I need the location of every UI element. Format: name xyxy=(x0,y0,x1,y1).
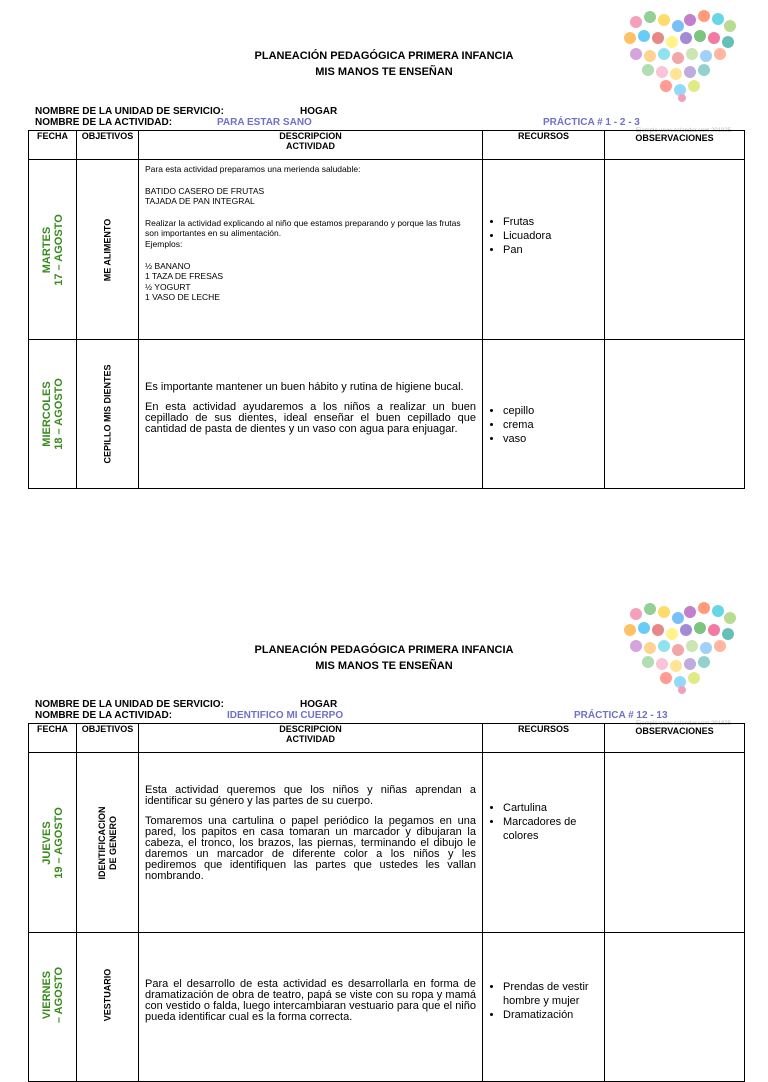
description-cell: Esta actividad queremos que los niños y niñas aprendan a identificar su género y las partes de su cuerpo. Tomaremos una cartulina o papel periódico la pegamos en una pared, los papitos en casa tomaran un marcador y dibujaran la cabeza, el tronco, los brazos, las piernas, terminando el dibujo le daremos un marcador de diferente color a los niños y les pediremos que identifiquen las partes que ustedes les vallan nombrando. xyxy=(139,753,483,933)
header-objetivos: OBJETIVOS xyxy=(77,131,139,160)
planning-table xyxy=(28,130,745,489)
unidad-label: NOMBRE DE LA UNIDAD DE SERVICIO: xyxy=(35,699,224,710)
header-descripcion: DESCRIPCION ACTIVIDAD xyxy=(139,131,483,160)
list-item: • Licuadora xyxy=(503,229,604,243)
list-item: • Cartulina xyxy=(503,801,604,815)
document-subtitle: MIS MANOS TE ENSEÑAN xyxy=(315,660,453,672)
actividad-label: NOMBRE DE LA ACTIVIDAD: xyxy=(35,710,173,721)
date-cell: MIERCOLES 18 – AGOSTO xyxy=(29,340,77,489)
watermark-text: Ejemplo www.calendar.com 201825 xyxy=(636,128,732,134)
list-item: • cepillo xyxy=(503,404,604,418)
actividad-label: NOMBRE DE LA ACTIVIDAD: xyxy=(35,117,173,128)
observations-cell xyxy=(605,340,745,489)
watermark-text: Ejemplo www.calendar.com 201825 xyxy=(636,721,732,727)
list-item: • vaso xyxy=(503,432,604,446)
actividad-value: IDENTIFICO MI CUERPO xyxy=(227,710,344,721)
description-cell: Es importante mantener un buen hábito y rutina de higiene bucal. En esta actividad ayudaremos a los niños a realizar un buen cepillado de sus dientes, ideal enseñar el buen cepillado que cantidad de pasta de dientes y un vaso con agua para enjuagar. xyxy=(139,340,483,489)
header-descripcion: DESCRIPCION ACTIVIDAD xyxy=(139,724,483,753)
document-title: PLANEACIÓN PEDAGÓGICA PRIMERA INFANCIA xyxy=(254,50,514,62)
table-row xyxy=(29,753,745,933)
document-subtitle: MIS MANOS TE ENSEÑAN xyxy=(315,66,453,78)
header-fecha: FECHA xyxy=(29,131,77,160)
header-observaciones: OBSERVACIONES xyxy=(605,131,745,160)
header-fecha: FECHA xyxy=(29,724,77,753)
table-header-row xyxy=(29,724,745,753)
planning-table xyxy=(28,723,745,1082)
header-recursos: RECURSOS xyxy=(483,724,605,753)
unidad-value: HOGAR xyxy=(300,106,338,117)
observations-cell xyxy=(605,753,745,933)
list-item: • Marcadores de colores xyxy=(503,815,604,843)
table-row xyxy=(29,933,745,1082)
date-cell: JUEVES 19 – AGOSTO xyxy=(29,753,77,933)
description-cell: Para el desarrollo de esta actividad es desarrollarla en forma de dramatización de obra de teatro, papá se viste con su ropa y mamá con vestido o falda, luego intercambiaran vestuario para que el niño pueda identificar cual es la forma correcta. xyxy=(139,933,483,1082)
header-recursos: RECURSOS xyxy=(483,131,605,160)
list-item: • Pan xyxy=(503,243,604,257)
list-item: • crema xyxy=(503,418,604,432)
objective-cell: ME ALIMENTO xyxy=(77,160,139,340)
table-row xyxy=(29,340,745,489)
unidad-value: HOGAR xyxy=(300,699,338,710)
resources-cell xyxy=(483,340,605,489)
header-observaciones: OBSERVACIONES xyxy=(605,724,745,753)
table-header-row xyxy=(29,131,745,160)
unidad-label: NOMBRE DE LA UNIDAD DE SERVICIO: xyxy=(35,106,224,117)
observations-cell xyxy=(605,160,745,340)
list-item: • Prendas de vestir hombre y mujer xyxy=(503,980,604,1008)
objective-cell: VESTUARIO xyxy=(77,933,139,1082)
document-title: PLANEACIÓN PEDAGÓGICA PRIMERA INFANCIA xyxy=(254,644,514,656)
practica-number: PRÁCTICA # 12 - 13 xyxy=(574,710,668,721)
resources-cell xyxy=(483,160,605,340)
resources-cell xyxy=(483,753,605,933)
objective-cell: CEPILLO MIS DIENTES xyxy=(77,340,139,489)
table-row xyxy=(29,160,745,340)
date-cell: VIERNES – AGOSTO xyxy=(29,933,77,1082)
observations-cell xyxy=(605,933,745,1082)
list-item: • Frutas xyxy=(503,215,604,229)
actividad-value: PARA ESTAR SANO xyxy=(217,117,312,128)
date-cell: MARTES 17 – AGOSTO xyxy=(29,160,77,340)
header-objetivos: OBJETIVOS xyxy=(77,724,139,753)
description-cell: Para esta actividad preparamos una merienda saludable: BATIDO CASERO DE FRUTAS TAJADA DE PAN INTEGRAL Realizar la actividad explicando al niño que estamos preparando y porque las frutas son importantes en su alimentación. Ejemplos: ½ BANANO 1 TAZA DE FRESAS ½ YOGURT 1 VASO DE LECHE xyxy=(139,160,483,340)
list-item: • Dramatización xyxy=(503,1008,604,1022)
practica-number: PRÁCTICA # 1 - 2 - 3 xyxy=(543,117,640,128)
objective-cell: IDENTIFICACION DE GENERO xyxy=(77,753,139,933)
resources-cell xyxy=(483,933,605,1082)
